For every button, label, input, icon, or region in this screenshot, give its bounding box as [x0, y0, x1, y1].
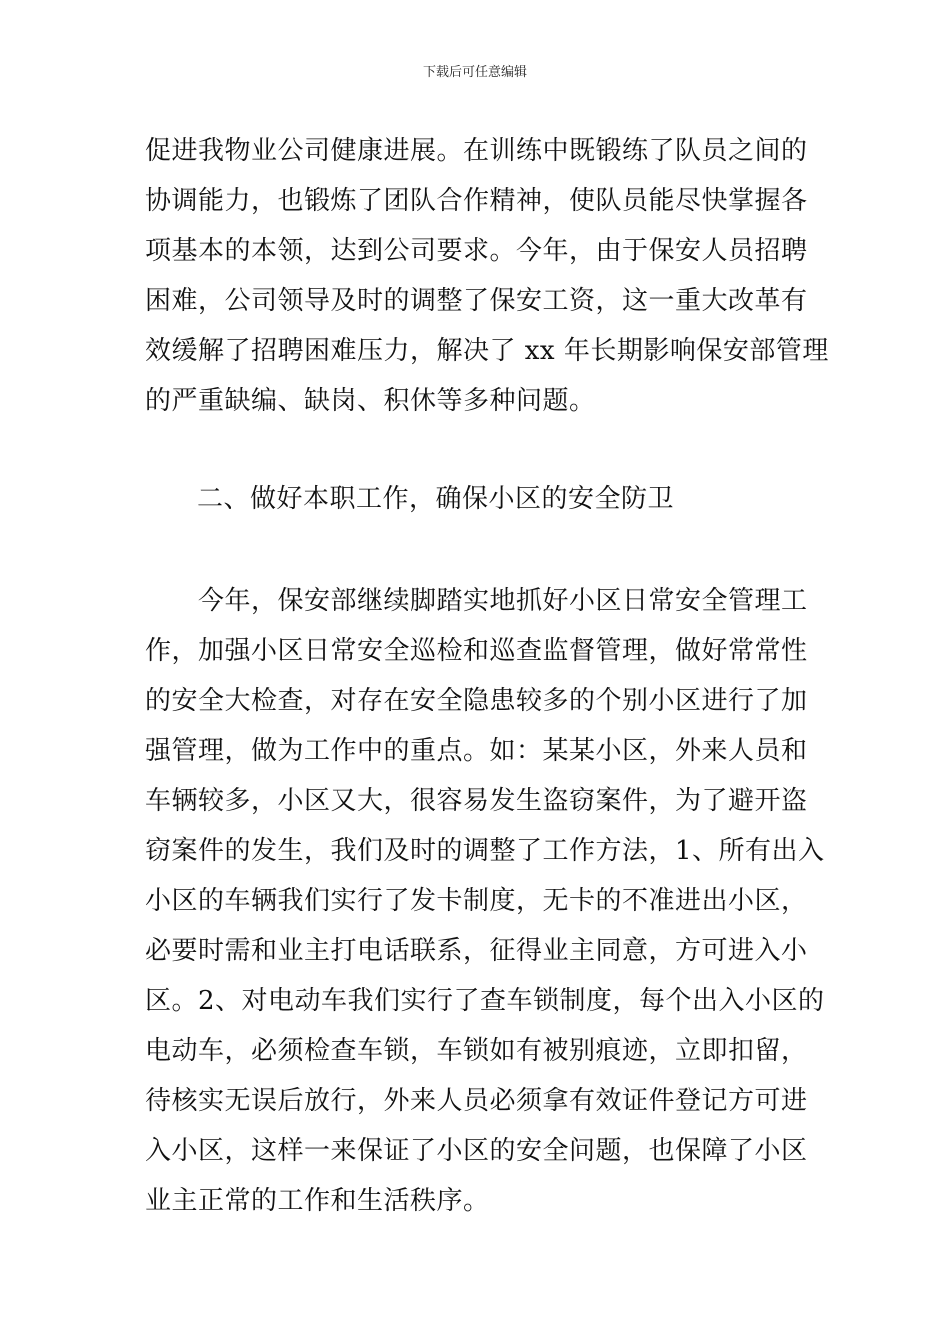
- paragraph-line: 促进我物业公司健康进展。在训练中既锻练了队员之间的: [145, 136, 808, 166]
- paragraph-2: [145, 576, 825, 1226]
- paragraph-line: 作，加强小区日常安全巡检和巡查监督管理，做好常常性: [145, 636, 808, 666]
- paragraph-1: [145, 126, 829, 426]
- paragraph-line: 项基本的本领，达到公司要求。今年，由于保安人员招聘: [145, 236, 808, 266]
- paragraph-line: 待核实无误后放行，外来人员必须拿有效证件登记方可进: [145, 1086, 808, 1116]
- paragraph-line: 区。2、对电动车我们实行了查车锁制度，每个出入小区的: [145, 986, 825, 1016]
- paragraph-line: 入小区，这样一来保证了小区的安全问题，也保障了小区: [145, 1136, 808, 1166]
- paragraph-line: 效缓解了招聘困难压力，解决了 xx 年长期影响保安部管理: [145, 336, 829, 366]
- section-heading-text: 二、做好本职工作，确保小区的安全防卫: [197, 484, 675, 514]
- paragraph-line: 必要时需和业主打电话联系，征得业主同意，方可进入小: [145, 936, 808, 966]
- paragraph-line: 业主正常的工作和生活秩序。: [145, 1186, 490, 1216]
- paragraph-line: 小区的车辆我们实行了发卡制度，无卡的不准进出小区，: [145, 886, 808, 916]
- paragraph-line: 协调能力，也锻炼了团队合作精神，使队员能尽快掌握各: [145, 186, 808, 216]
- paragraph-line: 电动车，必须检查车锁，车锁如有被别痕迹，立即扣留，: [145, 1036, 808, 1066]
- paragraph-line: 的严重缺编、缺岗、积休等多种问题。: [145, 386, 596, 416]
- section-heading: [197, 474, 817, 524]
- page-header: 下载后可任意编辑: [422, 65, 527, 80]
- paragraph-line: 窃案件的发生，我们及时的调整了工作方法，1、所有出入: [145, 836, 825, 866]
- paragraph-line: 车辆较多，小区又大，很容易发生盗窃案件，为了避开盗: [145, 786, 808, 816]
- paragraph-line: 今年，保安部继续脚踏实地抓好小区日常安全管理工: [145, 586, 808, 616]
- paragraph-line: 强管理，做为工作中的重点。如：某某小区，外来人员和: [145, 736, 808, 766]
- paragraph-line: 的安全大检查，对存在安全隐患较多的个别小区进行了加: [145, 686, 808, 716]
- paragraph-line: 困难，公司领导及时的调整了保安工资，这一重大改革有: [145, 286, 808, 316]
